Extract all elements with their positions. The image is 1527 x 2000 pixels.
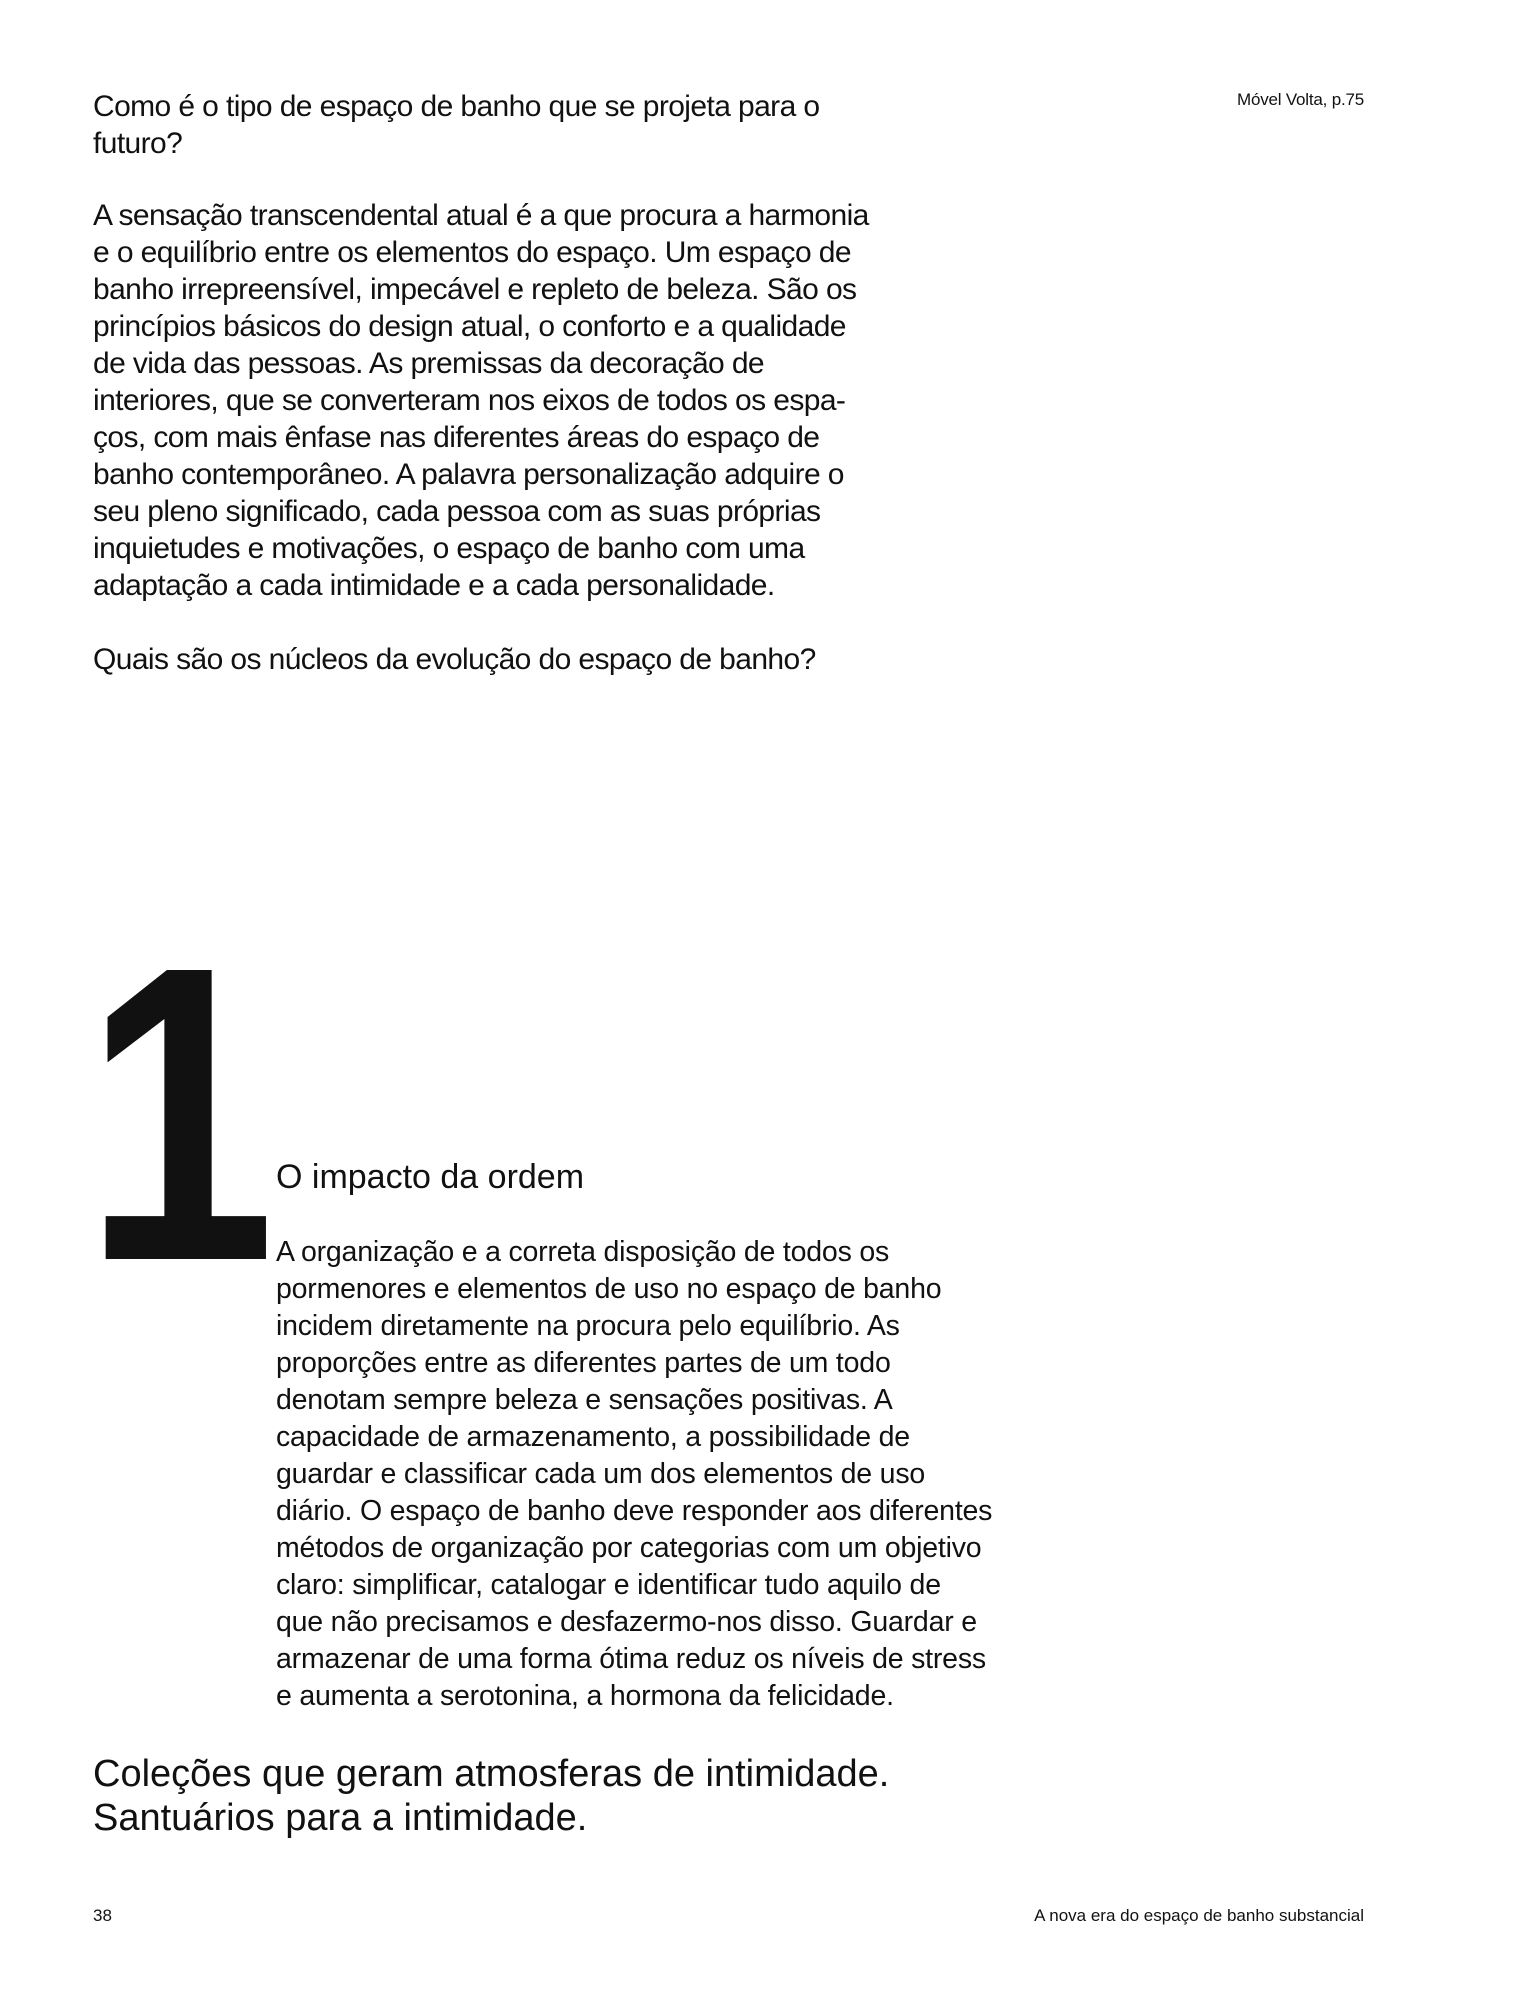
text-line: banho contemporâneo. A palavra personalização adquire o — [93, 458, 844, 491]
section-number: 1 — [84, 880, 260, 1349]
text-line: incidem diretamente na procura pelo equilíbrio. As — [276, 1310, 900, 1342]
text-line: princípios básicos do design atual, o conforto e a qualidade — [93, 310, 846, 343]
text-line: de vida das pessoas. As premissas da decoração de — [93, 347, 765, 380]
text-line: diário. O espaço de banho deve responder aos diferentes — [276, 1495, 993, 1527]
text-line: ços, com mais ênfase nas diferentes áreas do espaço de — [93, 421, 820, 454]
closing-statement — [93, 1752, 889, 1840]
text-line: claro: simplificar, catalogar e identificar tudo aquilo de — [276, 1569, 941, 1601]
text-line: que não precisamos e desfazermo-nos disso. Guardar e — [276, 1606, 977, 1638]
section-body — [276, 1234, 992, 1715]
text-line: Santuários para a intimidade. — [93, 1797, 588, 1839]
text-line: métodos de organização por categorias com um objetivo — [276, 1532, 982, 1564]
text-line: pormenores e elementos de uso no espaço de banho — [276, 1273, 942, 1305]
text-line: capacidade de armazenamento, a possibilidade de — [276, 1421, 910, 1453]
page-number: 38 — [93, 1906, 112, 1925]
text-line: futuro? — [93, 127, 183, 160]
section-title: O impacto da ordem — [276, 1158, 585, 1196]
second-question: Quais são os núcleos da evolução do espaço de banho? — [93, 643, 816, 676]
text-line: interiores, que se converteram nos eixos de todos os espa- — [93, 384, 846, 417]
text-line: A sensação transcendental atual é a que procura a harmonia — [93, 199, 869, 232]
text-line: proporções entre as diferentes partes de um todo — [276, 1347, 891, 1379]
intro-question — [93, 88, 819, 162]
footer-title: A nova era do espaço de banho substancial — [1034, 1906, 1364, 1925]
text-line: Coleções que geram atmosferas de intimidade. — [93, 1753, 890, 1795]
text-line: adaptação a cada intimidade e a cada personalidade. — [93, 569, 775, 602]
text-line: A organização e a correta disposição de todos os — [276, 1236, 890, 1268]
text-line: e aumenta a serotonina, a hormona da felicidade. — [276, 1680, 894, 1712]
text-line: seu pleno significado, cada pessoa com as suas próprias — [93, 495, 821, 528]
text-line: Como é o tipo de espaço de banho que se projeta para o — [93, 90, 820, 123]
text-line: inquietudes e motivações, o espaço de banho com uma — [93, 532, 805, 565]
text-line: armazenar de uma forma ótima reduz os níveis de stress — [276, 1643, 986, 1675]
text-line: banho irrepreensível, impecável e repleto de beleza. São os — [93, 273, 857, 306]
text-line: denotam sempre beleza e sensações positivas. A — [276, 1384, 893, 1416]
intro-paragraph — [93, 197, 869, 604]
text-line: e o equilíbrio entre os elementos do espaço. Um espaço de — [93, 236, 851, 269]
text-line: guardar e classificar cada um dos elementos de uso — [276, 1458, 926, 1490]
image-reference: Móvel Volta, p.75 — [1236, 90, 1364, 109]
